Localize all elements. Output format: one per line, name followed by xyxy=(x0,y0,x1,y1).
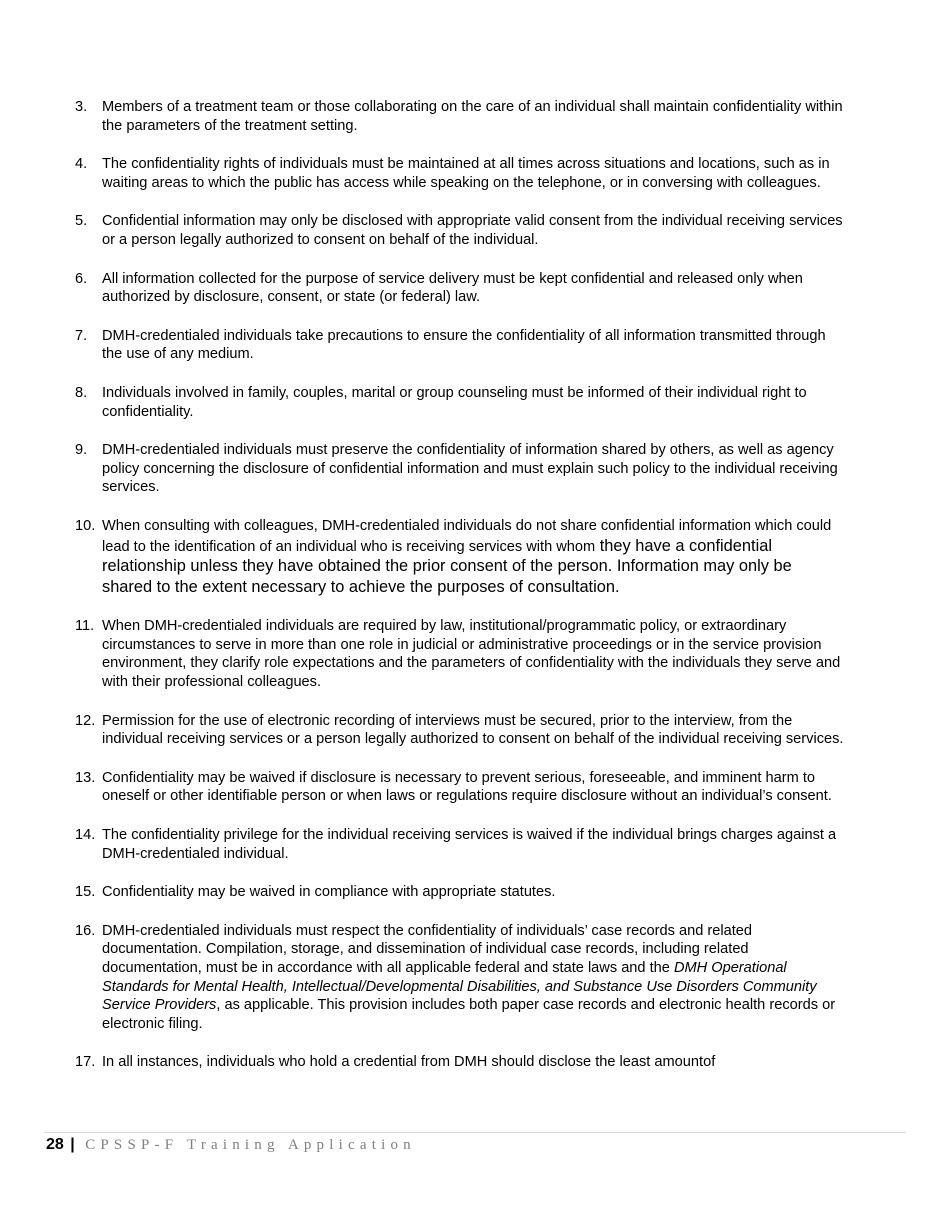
list-item xyxy=(75,155,845,192)
item-text: All information collected for the purpose of service delivery must be kept confidential and released only when authorized by disclosure, consent, or state (or federal) law. xyxy=(102,270,803,306)
list-item xyxy=(75,517,845,597)
list-item xyxy=(75,327,845,364)
item-number: 17. xyxy=(75,1054,96,1071)
item-text: Permission for the use of electronic recording of interviews must be secured, prior to the interview, from the individual receiving services or a person legally authorized to consent on behalf of the individual receiving services. xyxy=(102,712,844,748)
list-item xyxy=(75,212,845,249)
item-text: The confidentiality privilege for the individual receiving services is waived if the individual brings charges against a DMH-credentialed individual. xyxy=(102,827,837,862)
item-text: When DMH-credentialed individuals are required by law, institutional/programmatic policy, or extraordinary circumstances to serve in more than one role in judicial or administrative proceedings or in the service provision environment, they clarify role expectations and the parameters of confidentiality with the individuals they serve and with their professional colleagues. xyxy=(102,618,841,691)
item-number: 5. xyxy=(75,213,88,230)
item-text-part: DMH-credentialed individuals must respect the confidentiality of individuals’ case records and related documentation. Compilation, storage, and dissemination of individual case records, including related documentation, must be in accordance with all applicable federal and state laws and the xyxy=(102,922,753,976)
footer-title: CPSSP-F Training Application xyxy=(85,1137,416,1153)
item-number: 9. xyxy=(75,442,88,459)
item-text xyxy=(102,517,845,597)
list-item xyxy=(75,270,845,307)
list-item xyxy=(75,712,845,749)
page-number: 28 xyxy=(46,1136,64,1153)
list-item xyxy=(75,769,845,806)
item-number: 6. xyxy=(75,270,88,287)
list-item xyxy=(75,883,845,902)
item-number: 16. xyxy=(75,922,96,939)
item-number: 8. xyxy=(75,384,88,401)
item-text: In all instances, individuals who hold a credential from DMH should disclose the least amountof xyxy=(102,1054,716,1071)
item-text: Confidentiality may be waived if disclosure is necessary to prevent serious, foreseeable, and imminent harm to oneself or other identifiable person or when laws or regulations require disclosure without an individual’s consent. xyxy=(102,769,832,805)
list-item xyxy=(75,826,845,863)
item-text: DMH-credentialed individuals take precautions to ensure the confidentiality of all information transmitted through the use of any medium. xyxy=(102,327,826,363)
item-number: 4. xyxy=(75,156,88,173)
item-text: Confidentiality may be waived in compliance with appropriate statutes. xyxy=(102,884,556,901)
footer-separator: | xyxy=(70,1136,75,1153)
item-text: Individuals involved in family, couples, marital or group counseling must be informed of their individual right to confidentiality. xyxy=(102,384,807,420)
footer-divider xyxy=(44,1132,906,1133)
item-number: 15. xyxy=(75,884,96,901)
page-footer xyxy=(46,1135,416,1155)
standards-title: DMH Operational Standards for Mental Health, Intellectual/Developmental Disabilities, and Substance Use Disorders Community Service Providers xyxy=(102,960,817,1014)
list-item xyxy=(75,1053,845,1072)
item-text-part: , as applicable. This provision includes both paper case records and electronic health records or electronic filing. xyxy=(102,997,836,1032)
item-text: Confidential information may only be disclosed with appropriate valid consent from the individual receiving services or a person legally authorized to consent on behalf of the individual. xyxy=(102,213,843,248)
item-text xyxy=(102,922,845,1034)
list-item xyxy=(75,922,845,1034)
item-text: The confidentiality rights of individuals must be maintained at all times across situations and locations, such as in waiting areas to which the public has access while speaking on the telephone, or in conversing with colleagues. xyxy=(102,156,830,191)
item-text-part: When consulting with colleagues, DMH-credentialed individuals do not share confidential information which could lead to the identification of an individual who is receiving services with whom xyxy=(102,517,832,555)
item-number: 7. xyxy=(75,327,88,344)
list-item xyxy=(75,441,845,497)
item-number: 13. xyxy=(75,769,96,786)
item-text-large-part: they have a confidential relationship unless they have obtained the prior consent of the person. Information may only be shared to the extent necessary to achieve the purposes of consultation. xyxy=(102,536,792,596)
item-number: 10. xyxy=(75,517,96,534)
list-item xyxy=(75,617,845,691)
item-number: 11. xyxy=(75,618,95,635)
list-item xyxy=(75,98,845,135)
item-text: Members of a treatment team or those collaborating on the care of an individual shall maintain confidentiality within the parameters of the treatment setting. xyxy=(102,99,843,134)
item-number: 14. xyxy=(75,827,96,844)
item-number: 3. xyxy=(75,99,88,115)
item-number: 12. xyxy=(75,712,96,729)
list-item xyxy=(75,384,845,421)
item-text: DMH-credentialed individuals must preserve the confidentiality of information shared by others, as well as agency policy concerning the disclosure of confidential information and must explain such policy to the individual receiving services. xyxy=(102,442,838,496)
confidentiality-list xyxy=(75,98,845,1092)
